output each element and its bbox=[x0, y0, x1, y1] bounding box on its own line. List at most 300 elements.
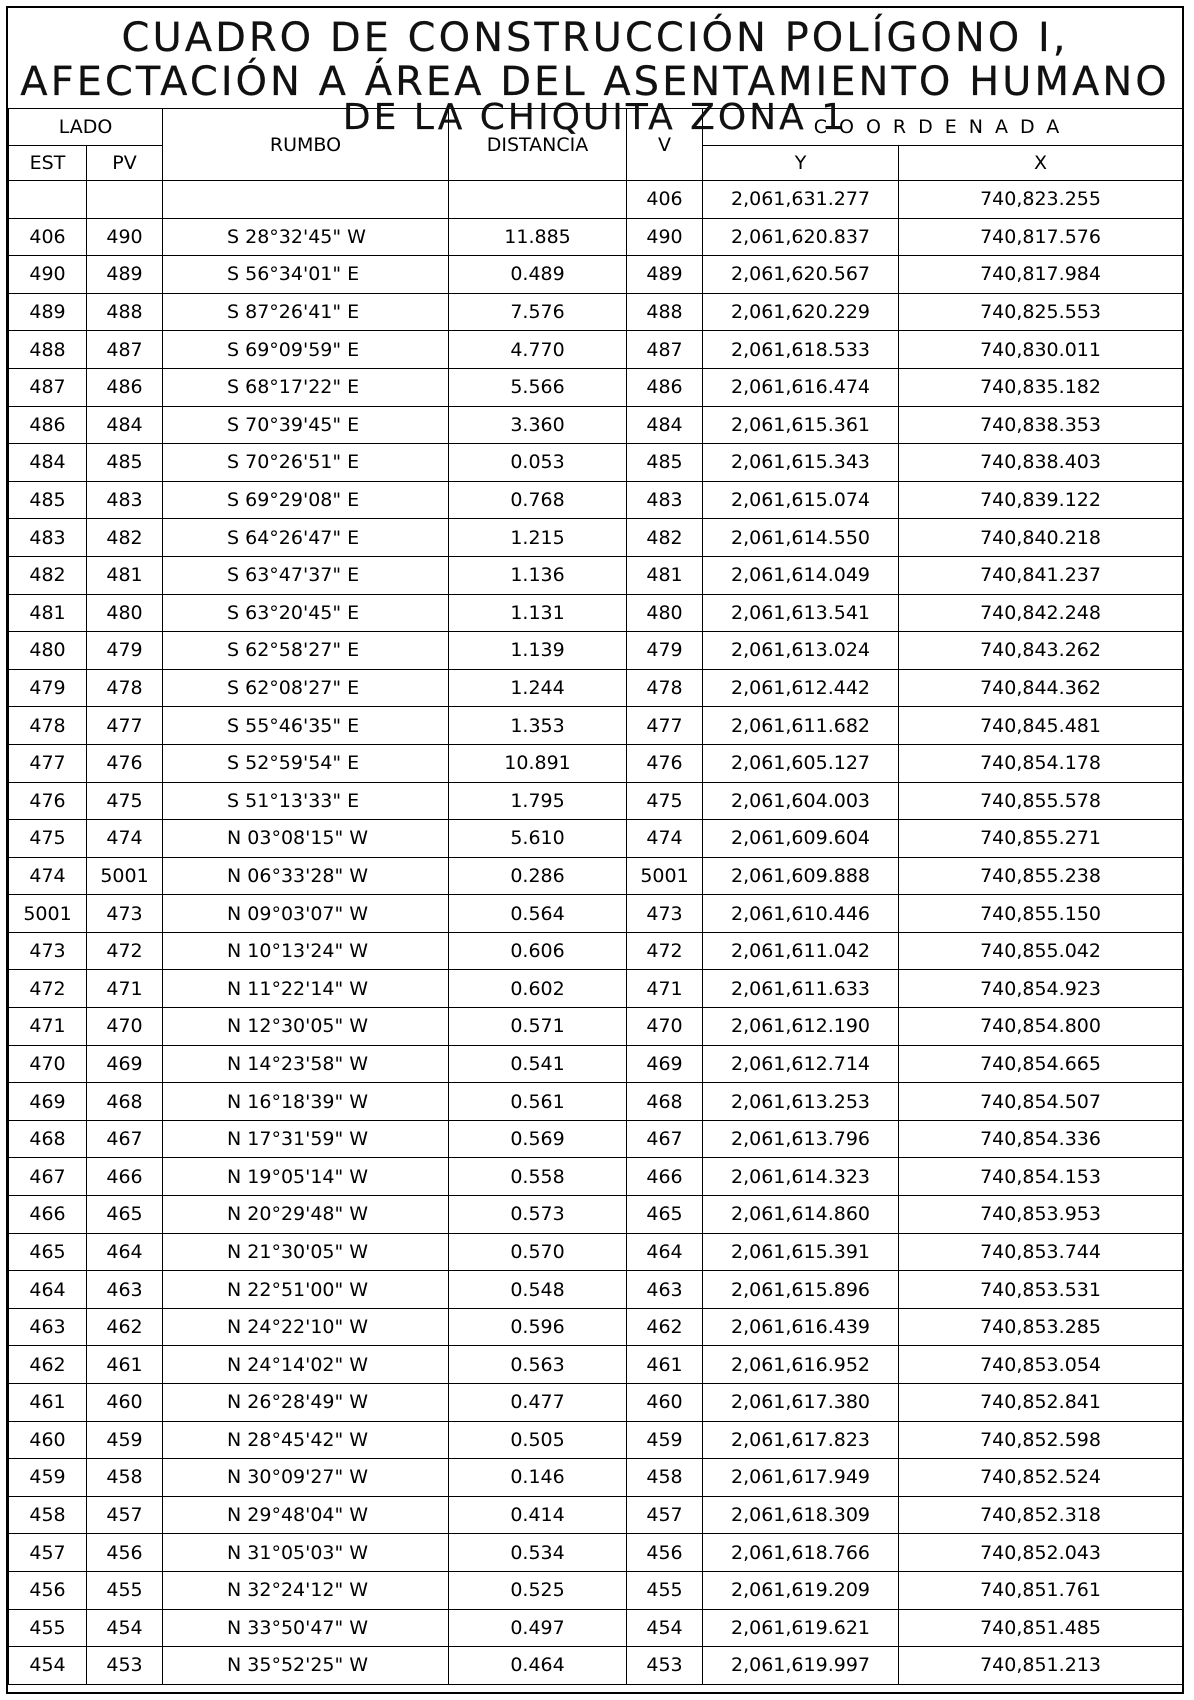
cell-y: 2,061,615.391 bbox=[703, 1233, 899, 1271]
cell-x: 740,840.218 bbox=[899, 519, 1183, 557]
cell-rumbo: N 24°22'10" W bbox=[163, 1308, 449, 1346]
table-row bbox=[9, 820, 1183, 858]
cell-v: 474 bbox=[627, 820, 703, 858]
cell-distancia: 0.548 bbox=[449, 1271, 627, 1309]
cell-pv: 479 bbox=[87, 632, 163, 670]
cell-v: 487 bbox=[627, 331, 703, 369]
cell-x: 740,851.485 bbox=[899, 1609, 1183, 1647]
cell-rumbo: S 63°47'37" E bbox=[163, 556, 449, 594]
cell-x: 740,851.761 bbox=[899, 1571, 1183, 1609]
cell-distancia: 7.576 bbox=[449, 293, 627, 331]
cell-v: 464 bbox=[627, 1233, 703, 1271]
table-row bbox=[9, 970, 1183, 1008]
cell-est: 459 bbox=[9, 1459, 87, 1497]
cell-est: 467 bbox=[9, 1158, 87, 1196]
table-row bbox=[9, 1571, 1183, 1609]
cell-pv: 460 bbox=[87, 1384, 163, 1422]
cell-x: 740,835.182 bbox=[899, 368, 1183, 406]
cell-v: 456 bbox=[627, 1534, 703, 1572]
table-row bbox=[9, 632, 1183, 670]
cell-est: 463 bbox=[9, 1308, 87, 1346]
cell-v: 479 bbox=[627, 632, 703, 670]
cell-distancia: 0.606 bbox=[449, 932, 627, 970]
cell-x: 740,855.238 bbox=[899, 857, 1183, 895]
cell-est: 486 bbox=[9, 406, 87, 444]
cell-distancia: 0.489 bbox=[449, 256, 627, 294]
cell-rumbo bbox=[163, 181, 449, 219]
table-row bbox=[9, 1647, 1183, 1685]
cell-rumbo: S 63°20'45" E bbox=[163, 594, 449, 632]
cell-y: 2,061,618.533 bbox=[703, 331, 899, 369]
cell-v: 457 bbox=[627, 1496, 703, 1534]
cell-y: 2,061,618.309 bbox=[703, 1496, 899, 1534]
cell-distancia: 0.570 bbox=[449, 1233, 627, 1271]
cell-rumbo: S 69°09'59" E bbox=[163, 331, 449, 369]
cell-rumbo: S 70°39'45" E bbox=[163, 406, 449, 444]
header-row-1 bbox=[9, 109, 1183, 146]
cell-rumbo: S 62°58'27" E bbox=[163, 632, 449, 670]
cell-x: 740,854.178 bbox=[899, 744, 1183, 782]
cell-pv: 461 bbox=[87, 1346, 163, 1384]
table-row bbox=[9, 293, 1183, 331]
cell-rumbo: S 64°26'47" E bbox=[163, 519, 449, 557]
cell-pv: 486 bbox=[87, 368, 163, 406]
table-row bbox=[9, 1346, 1183, 1384]
cell-est: 460 bbox=[9, 1421, 87, 1459]
cell-y: 2,061,614.049 bbox=[703, 556, 899, 594]
cell-est: 475 bbox=[9, 820, 87, 858]
cell-y: 2,061,614.550 bbox=[703, 519, 899, 557]
cell-rumbo: S 52°59'54" E bbox=[163, 744, 449, 782]
cell-est: 461 bbox=[9, 1384, 87, 1422]
table-row bbox=[9, 895, 1183, 933]
cell-x: 740,854.507 bbox=[899, 1083, 1183, 1121]
cell-v: 5001 bbox=[627, 857, 703, 895]
cell-pv: 465 bbox=[87, 1196, 163, 1234]
cell-y: 2,061,613.024 bbox=[703, 632, 899, 670]
table-row bbox=[9, 1233, 1183, 1271]
cell-x: 740,852.524 bbox=[899, 1459, 1183, 1497]
cell-y: 2,061,616.474 bbox=[703, 368, 899, 406]
cell-est: 479 bbox=[9, 669, 87, 707]
table-row bbox=[9, 782, 1183, 820]
cell-est: 483 bbox=[9, 519, 87, 557]
cell-rumbo: N 06°33'28" W bbox=[163, 857, 449, 895]
cell-x: 740,855.150 bbox=[899, 895, 1183, 933]
cell-x: 740,853.531 bbox=[899, 1271, 1183, 1309]
cell-distancia: 0.477 bbox=[449, 1384, 627, 1422]
cell-x: 740,854.923 bbox=[899, 970, 1183, 1008]
table-row bbox=[9, 406, 1183, 444]
table-row bbox=[9, 857, 1183, 895]
cell-v: 484 bbox=[627, 406, 703, 444]
cell-est: 406 bbox=[9, 218, 87, 256]
cell-pv: 480 bbox=[87, 594, 163, 632]
cell-rumbo: N 35°52'25" W bbox=[163, 1647, 449, 1685]
cell-x: 740,825.553 bbox=[899, 293, 1183, 331]
cell-y: 2,061,613.796 bbox=[703, 1120, 899, 1158]
table-row bbox=[9, 256, 1183, 294]
cell-distancia: 0.571 bbox=[449, 1008, 627, 1046]
table-row bbox=[9, 1534, 1183, 1572]
table-row bbox=[9, 1308, 1183, 1346]
cell-est: 468 bbox=[9, 1120, 87, 1158]
cell-rumbo: N 12°30'05" W bbox=[163, 1008, 449, 1046]
cell-pv: 458 bbox=[87, 1459, 163, 1497]
title-line-2: AFECTACIÓN A ÁREA DEL ASENTAMIENTO HUMANO bbox=[20, 59, 1170, 105]
cell-pv: 469 bbox=[87, 1045, 163, 1083]
table-row bbox=[9, 181, 1183, 219]
cell-x: 740,855.271 bbox=[899, 820, 1183, 858]
cell-pv: 455 bbox=[87, 1571, 163, 1609]
cell-v: 469 bbox=[627, 1045, 703, 1083]
cell-x: 740,845.481 bbox=[899, 707, 1183, 745]
header-pv: PV bbox=[87, 146, 163, 181]
table-row bbox=[9, 1008, 1183, 1046]
cell-pv: 478 bbox=[87, 669, 163, 707]
coordinates-table bbox=[8, 108, 1183, 1685]
cell-y: 2,061,617.949 bbox=[703, 1459, 899, 1497]
header-x: X bbox=[899, 146, 1183, 181]
cell-est: 481 bbox=[9, 594, 87, 632]
cell-x: 740,843.262 bbox=[899, 632, 1183, 670]
cell-rumbo: N 10°13'24" W bbox=[163, 932, 449, 970]
cell-rumbo: N 19°05'14" W bbox=[163, 1158, 449, 1196]
cell-distancia: 0.563 bbox=[449, 1346, 627, 1384]
cell-v: 473 bbox=[627, 895, 703, 933]
cell-est: 458 bbox=[9, 1496, 87, 1534]
table-row bbox=[9, 707, 1183, 745]
cell-est: 472 bbox=[9, 970, 87, 1008]
cell-distancia: 0.768 bbox=[449, 481, 627, 519]
cell-pv: 462 bbox=[87, 1308, 163, 1346]
cell-x: 740,838.403 bbox=[899, 444, 1183, 482]
cell-v: 489 bbox=[627, 256, 703, 294]
cell-distancia: 0.602 bbox=[449, 970, 627, 1008]
cell-v: 455 bbox=[627, 1571, 703, 1609]
cell-v: 486 bbox=[627, 368, 703, 406]
cell-est: 488 bbox=[9, 331, 87, 369]
cell-v: 485 bbox=[627, 444, 703, 482]
cell-est: 456 bbox=[9, 1571, 87, 1609]
cell-x: 740,854.800 bbox=[899, 1008, 1183, 1046]
cell-y: 2,061,609.888 bbox=[703, 857, 899, 895]
cell-y: 2,061,610.446 bbox=[703, 895, 899, 933]
cell-distancia: 1.131 bbox=[449, 594, 627, 632]
cell-distancia: 0.558 bbox=[449, 1158, 627, 1196]
cell-rumbo: S 55°46'35" E bbox=[163, 707, 449, 745]
header-y: Y bbox=[703, 146, 899, 181]
cell-est bbox=[9, 181, 87, 219]
header-lado: LADO bbox=[9, 109, 163, 146]
table-row bbox=[9, 1083, 1183, 1121]
cell-est: 455 bbox=[9, 1609, 87, 1647]
cell-pv: 468 bbox=[87, 1083, 163, 1121]
cell-distancia: 0.534 bbox=[449, 1534, 627, 1572]
cell-rumbo: N 16°18'39" W bbox=[163, 1083, 449, 1121]
cell-x: 740,853.953 bbox=[899, 1196, 1183, 1234]
cell-pv: 477 bbox=[87, 707, 163, 745]
table-row bbox=[9, 1496, 1183, 1534]
header-coordenada: COORDENADA bbox=[703, 109, 1183, 146]
cell-x: 740,823.255 bbox=[899, 181, 1183, 219]
cell-y: 2,061,619.997 bbox=[703, 1647, 899, 1685]
cell-x: 740,854.665 bbox=[899, 1045, 1183, 1083]
table-row bbox=[9, 368, 1183, 406]
cell-x: 740,839.122 bbox=[899, 481, 1183, 519]
cell-v: 490 bbox=[627, 218, 703, 256]
cell-est: 470 bbox=[9, 1045, 87, 1083]
cell-distancia bbox=[449, 181, 627, 219]
cell-pv: 475 bbox=[87, 782, 163, 820]
cell-distancia: 0.414 bbox=[449, 1496, 627, 1534]
cell-rumbo: N 24°14'02" W bbox=[163, 1346, 449, 1384]
cell-distancia: 5.566 bbox=[449, 368, 627, 406]
cell-pv: 473 bbox=[87, 895, 163, 933]
table-row bbox=[9, 481, 1183, 519]
cell-est: 485 bbox=[9, 481, 87, 519]
cell-distancia: 0.146 bbox=[449, 1459, 627, 1497]
cell-distancia: 0.505 bbox=[449, 1421, 627, 1459]
cell-y: 2,061,620.837 bbox=[703, 218, 899, 256]
cell-pv: 484 bbox=[87, 406, 163, 444]
cell-y: 2,061,615.343 bbox=[703, 444, 899, 482]
table-row bbox=[9, 1120, 1183, 1158]
table-row bbox=[9, 444, 1183, 482]
cell-x: 740,842.248 bbox=[899, 594, 1183, 632]
cell-rumbo: N 29°48'04" W bbox=[163, 1496, 449, 1534]
cell-est: 487 bbox=[9, 368, 87, 406]
cell-est: 490 bbox=[9, 256, 87, 294]
cell-pv: 467 bbox=[87, 1120, 163, 1158]
cell-x: 740,852.841 bbox=[899, 1384, 1183, 1422]
cell-y: 2,061,616.952 bbox=[703, 1346, 899, 1384]
cell-y: 2,061,605.127 bbox=[703, 744, 899, 782]
cell-v: 481 bbox=[627, 556, 703, 594]
cell-pv: 453 bbox=[87, 1647, 163, 1685]
cell-rumbo: N 31°05'03" W bbox=[163, 1534, 449, 1572]
cell-x: 740,841.237 bbox=[899, 556, 1183, 594]
cell-v: 488 bbox=[627, 293, 703, 331]
cell-distancia: 11.885 bbox=[449, 218, 627, 256]
cell-pv: 487 bbox=[87, 331, 163, 369]
cell-y: 2,061,615.074 bbox=[703, 481, 899, 519]
cell-pv: 474 bbox=[87, 820, 163, 858]
table-row bbox=[9, 556, 1183, 594]
cell-rumbo: N 20°29'48" W bbox=[163, 1196, 449, 1234]
cell-rumbo: S 28°32'45" W bbox=[163, 218, 449, 256]
cell-y: 2,061,615.896 bbox=[703, 1271, 899, 1309]
table-row bbox=[9, 1271, 1183, 1309]
table-row bbox=[9, 1384, 1183, 1422]
cell-distancia: 0.286 bbox=[449, 857, 627, 895]
cell-x: 740,855.578 bbox=[899, 782, 1183, 820]
cell-x: 740,853.285 bbox=[899, 1308, 1183, 1346]
cell-distancia: 0.569 bbox=[449, 1120, 627, 1158]
cell-distancia: 0.525 bbox=[449, 1571, 627, 1609]
cell-est: 457 bbox=[9, 1534, 87, 1572]
cell-y: 2,061,611.682 bbox=[703, 707, 899, 745]
cell-pv: 485 bbox=[87, 444, 163, 482]
cell-v: 466 bbox=[627, 1158, 703, 1196]
cell-pv: 5001 bbox=[87, 857, 163, 895]
cell-est: 478 bbox=[9, 707, 87, 745]
cell-y: 2,061,609.604 bbox=[703, 820, 899, 858]
cell-distancia: 0.541 bbox=[449, 1045, 627, 1083]
cell-y: 2,061,612.190 bbox=[703, 1008, 899, 1046]
cell-y: 2,061,611.042 bbox=[703, 932, 899, 970]
cell-est: 480 bbox=[9, 632, 87, 670]
table-row bbox=[9, 594, 1183, 632]
header-rumbo: RUMBO bbox=[163, 109, 449, 181]
cell-y: 2,061,617.380 bbox=[703, 1384, 899, 1422]
cell-x: 740,854.336 bbox=[899, 1120, 1183, 1158]
cell-rumbo: S 51°13'33" E bbox=[163, 782, 449, 820]
cell-pv: 463 bbox=[87, 1271, 163, 1309]
cell-est: 474 bbox=[9, 857, 87, 895]
cell-distancia: 0.053 bbox=[449, 444, 627, 482]
cell-distancia: 0.497 bbox=[449, 1609, 627, 1647]
cell-v: 453 bbox=[627, 1647, 703, 1685]
cell-v: 477 bbox=[627, 707, 703, 745]
cell-y: 2,061,611.633 bbox=[703, 970, 899, 1008]
cell-x: 740,855.042 bbox=[899, 932, 1183, 970]
table-row bbox=[9, 669, 1183, 707]
cell-pv: 454 bbox=[87, 1609, 163, 1647]
cell-est: 466 bbox=[9, 1196, 87, 1234]
cell-distancia: 0.573 bbox=[449, 1196, 627, 1234]
table-row bbox=[9, 1609, 1183, 1647]
cell-est: 482 bbox=[9, 556, 87, 594]
cell-rumbo: N 30°09'27" W bbox=[163, 1459, 449, 1497]
cell-est: 489 bbox=[9, 293, 87, 331]
cell-v: 460 bbox=[627, 1384, 703, 1422]
cell-v: 467 bbox=[627, 1120, 703, 1158]
cell-pv: 483 bbox=[87, 481, 163, 519]
cell-rumbo: N 21°30'05" W bbox=[163, 1233, 449, 1271]
cell-y: 2,061,614.323 bbox=[703, 1158, 899, 1196]
cell-pv: 488 bbox=[87, 293, 163, 331]
cell-v: 470 bbox=[627, 1008, 703, 1046]
cell-distancia: 0.464 bbox=[449, 1647, 627, 1685]
cell-v: 471 bbox=[627, 970, 703, 1008]
cell-rumbo: N 03°08'15" W bbox=[163, 820, 449, 858]
cell-distancia: 1.136 bbox=[449, 556, 627, 594]
cell-y: 2,061,619.621 bbox=[703, 1609, 899, 1647]
cell-rumbo: N 33°50'47" W bbox=[163, 1609, 449, 1647]
cell-x: 740,853.054 bbox=[899, 1346, 1183, 1384]
cell-v: 480 bbox=[627, 594, 703, 632]
cell-pv: 456 bbox=[87, 1534, 163, 1572]
cell-rumbo: N 22°51'00" W bbox=[163, 1271, 449, 1309]
cell-v: 458 bbox=[627, 1459, 703, 1497]
cell-v: 463 bbox=[627, 1271, 703, 1309]
cell-pv: 490 bbox=[87, 218, 163, 256]
table-row bbox=[9, 1421, 1183, 1459]
cell-v: 475 bbox=[627, 782, 703, 820]
cell-x: 740,838.353 bbox=[899, 406, 1183, 444]
cell-pv: 489 bbox=[87, 256, 163, 294]
cell-est: 454 bbox=[9, 1647, 87, 1685]
cell-pv: 457 bbox=[87, 1496, 163, 1534]
cell-rumbo: N 26°28'49" W bbox=[163, 1384, 449, 1422]
table-row bbox=[9, 218, 1183, 256]
cell-y: 2,061,613.541 bbox=[703, 594, 899, 632]
cell-distancia: 0.564 bbox=[449, 895, 627, 933]
cell-rumbo: S 87°26'41" E bbox=[163, 293, 449, 331]
cell-y: 2,061,620.567 bbox=[703, 256, 899, 294]
table-row bbox=[9, 1045, 1183, 1083]
cell-y: 2,061,616.439 bbox=[703, 1308, 899, 1346]
cell-rumbo: S 56°34'01" E bbox=[163, 256, 449, 294]
cell-x: 740,817.984 bbox=[899, 256, 1183, 294]
cell-rumbo: S 62°08'27" E bbox=[163, 669, 449, 707]
cell-x: 740,851.213 bbox=[899, 1647, 1183, 1685]
cell-distancia: 1.139 bbox=[449, 632, 627, 670]
cell-x: 740,853.744 bbox=[899, 1233, 1183, 1271]
cell-x: 740,852.043 bbox=[899, 1534, 1183, 1572]
cell-rumbo: S 68°17'22" E bbox=[163, 368, 449, 406]
cell-y: 2,061,614.860 bbox=[703, 1196, 899, 1234]
cell-distancia: 1.795 bbox=[449, 782, 627, 820]
cell-pv: 464 bbox=[87, 1233, 163, 1271]
cell-rumbo: N 14°23'58" W bbox=[163, 1045, 449, 1083]
cell-v: 468 bbox=[627, 1083, 703, 1121]
cell-rumbo: N 17°31'59" W bbox=[163, 1120, 449, 1158]
cell-est: 476 bbox=[9, 782, 87, 820]
cell-est: 484 bbox=[9, 444, 87, 482]
cell-distancia: 0.561 bbox=[449, 1083, 627, 1121]
cell-distancia: 10.891 bbox=[449, 744, 627, 782]
cell-x: 740,852.318 bbox=[899, 1496, 1183, 1534]
cell-pv bbox=[87, 181, 163, 219]
cell-rumbo: N 32°24'12" W bbox=[163, 1571, 449, 1609]
cell-rumbo: S 70°26'51" E bbox=[163, 444, 449, 482]
cell-v: 483 bbox=[627, 481, 703, 519]
cell-pv: 459 bbox=[87, 1421, 163, 1459]
cell-pv: 470 bbox=[87, 1008, 163, 1046]
cell-distancia: 1.244 bbox=[449, 669, 627, 707]
cell-rumbo: N 28°45'42" W bbox=[163, 1421, 449, 1459]
cell-v: 482 bbox=[627, 519, 703, 557]
title-line-3: DE LA CHIQUITA ZONA 1 bbox=[342, 97, 848, 138]
table-body bbox=[9, 181, 1183, 1685]
cell-distancia: 3.360 bbox=[449, 406, 627, 444]
cell-v: 465 bbox=[627, 1196, 703, 1234]
cell-est: 464 bbox=[9, 1271, 87, 1309]
cell-x: 740,844.362 bbox=[899, 669, 1183, 707]
header-est: EST bbox=[9, 146, 87, 181]
cell-v: 461 bbox=[627, 1346, 703, 1384]
cell-y: 2,061,620.229 bbox=[703, 293, 899, 331]
cell-rumbo: N 11°22'14" W bbox=[163, 970, 449, 1008]
cell-v: 472 bbox=[627, 932, 703, 970]
cell-pv: 481 bbox=[87, 556, 163, 594]
title-line-1: CUADRO DE CONSTRUCCIÓN POLÍGONO I, bbox=[121, 15, 1069, 61]
cell-distancia: 1.215 bbox=[449, 519, 627, 557]
cell-v: 476 bbox=[627, 744, 703, 782]
cell-est: 477 bbox=[9, 744, 87, 782]
cell-est: 473 bbox=[9, 932, 87, 970]
cell-x: 740,854.153 bbox=[899, 1158, 1183, 1196]
cell-pv: 472 bbox=[87, 932, 163, 970]
cell-pv: 471 bbox=[87, 970, 163, 1008]
cell-y: 2,061,631.277 bbox=[703, 181, 899, 219]
table-row bbox=[9, 1196, 1183, 1234]
cell-y: 2,061,604.003 bbox=[703, 782, 899, 820]
cell-y: 2,061,613.253 bbox=[703, 1083, 899, 1121]
cell-v: 454 bbox=[627, 1609, 703, 1647]
